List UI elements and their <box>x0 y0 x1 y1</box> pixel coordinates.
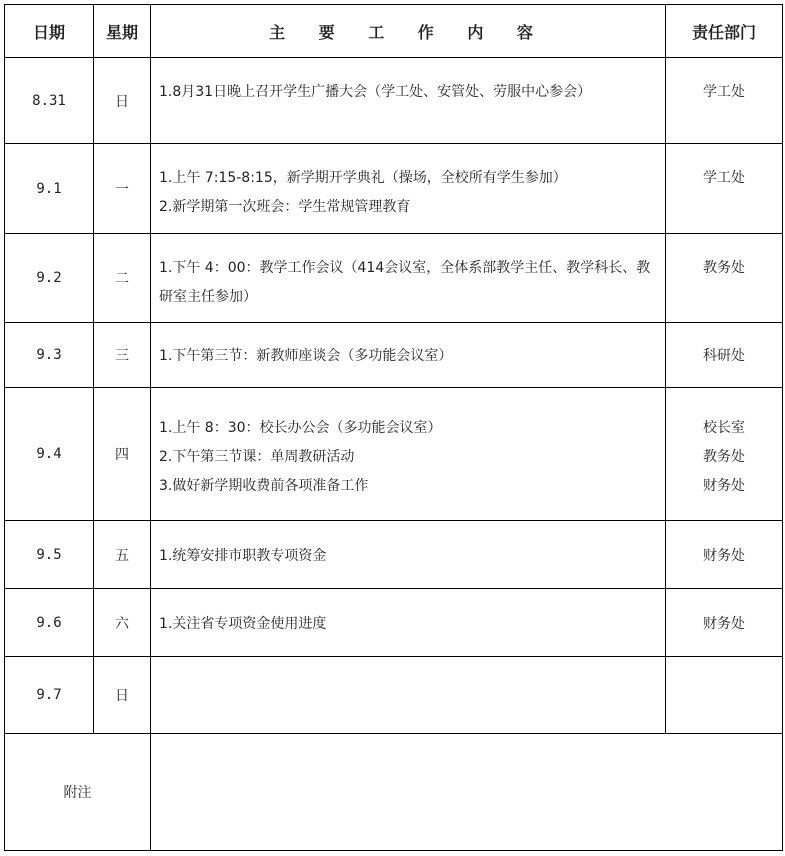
header-dept: 责任部门 <box>666 5 783 58</box>
dept-cell <box>666 521 783 589</box>
table-row <box>5 58 783 144</box>
work-item: 2.下午第三节课：单周教研活动 <box>159 449 355 465</box>
weekday-cell: 一 <box>94 144 151 234</box>
weekday-cell: 四 <box>94 388 151 521</box>
dept-cell <box>666 58 783 144</box>
work-item: 1.上午 8：30：校长办公会（多功能会议室） <box>159 420 442 436</box>
dept-cell <box>666 323 783 388</box>
header-row <box>5 5 783 58</box>
weekday-cell: 六 <box>94 589 151 657</box>
work-item: 1.关注省专项资金使用进度 <box>159 615 327 632</box>
dept-item: 教务处 <box>703 260 745 276</box>
content-cell <box>151 589 666 657</box>
content-cell <box>151 234 666 323</box>
date-cell: 9.3 <box>5 323 94 388</box>
content-cell <box>151 144 666 234</box>
dept-item: 财务处 <box>703 615 745 632</box>
weekday-cell: 五 <box>94 521 151 589</box>
weekday-cell: 二 <box>94 234 151 323</box>
work-item: 2.新学期第一次班会：学生常规管理教育 <box>159 199 411 215</box>
dept-cell <box>666 657 783 734</box>
dept-item: 学工处 <box>703 84 745 100</box>
work-item: 1.8月31日晚上召开学生广播大会（学工处、安管处、劳服中心参会） <box>159 84 592 100</box>
table-row <box>5 144 783 234</box>
dept-item: 财务处 <box>703 547 745 564</box>
content-cell <box>151 58 666 144</box>
date-cell: 9.2 <box>5 234 94 323</box>
table-row <box>5 521 783 589</box>
dept-item: 学工处 <box>703 170 745 186</box>
table-row <box>5 234 783 323</box>
dept-item: 教务处 <box>703 449 745 465</box>
table-row <box>5 388 783 521</box>
notes-row <box>5 734 783 851</box>
weekday-cell: 日 <box>94 58 151 144</box>
weekly-schedule-table <box>4 4 783 851</box>
table-row <box>5 323 783 388</box>
content-cell <box>151 388 666 521</box>
dept-item: 科研处 <box>703 348 745 364</box>
date-cell: 9.1 <box>5 144 94 234</box>
work-item: 1.下午第三节：新教师座谈会（多功能会议室） <box>159 348 453 364</box>
work-item: 1.统筹安排市职教专项资金 <box>159 547 327 564</box>
work-item: 1.下午 4：00：教学工作会议（414会议室，全体系部教学主任、教学科长、教研室主任参加） <box>159 260 651 305</box>
dept-cell <box>666 144 783 234</box>
table-row <box>5 657 783 734</box>
dept-cell <box>666 234 783 323</box>
date-cell: 9.7 <box>5 657 94 734</box>
work-item: 3.做好新学期收费前各项准备工作 <box>159 478 369 494</box>
content-cell <box>151 521 666 589</box>
dept-item: 财务处 <box>703 478 745 494</box>
table-row <box>5 589 783 657</box>
notes-label: 附注 <box>5 734 151 851</box>
date-cell: 8.31 <box>5 58 94 144</box>
weekday-cell: 三 <box>94 323 151 388</box>
weekday-cell: 日 <box>94 657 151 734</box>
date-cell: 9.5 <box>5 521 94 589</box>
header-content: 主 要 工 作 内 容 <box>151 5 666 58</box>
dept-cell <box>666 388 783 521</box>
dept-item: 校长室 <box>703 420 745 436</box>
date-cell: 9.6 <box>5 589 94 657</box>
work-item: 1.上午 7:15-8:15，新学期开学典礼（操场，全校所有学生参加） <box>159 170 567 186</box>
notes-content <box>151 734 783 851</box>
header-weekday: 星期 <box>94 5 151 58</box>
header-date: 日期 <box>5 5 94 58</box>
content-cell <box>151 323 666 388</box>
dept-cell <box>666 589 783 657</box>
date-cell: 9.4 <box>5 388 94 521</box>
content-cell <box>151 657 666 734</box>
